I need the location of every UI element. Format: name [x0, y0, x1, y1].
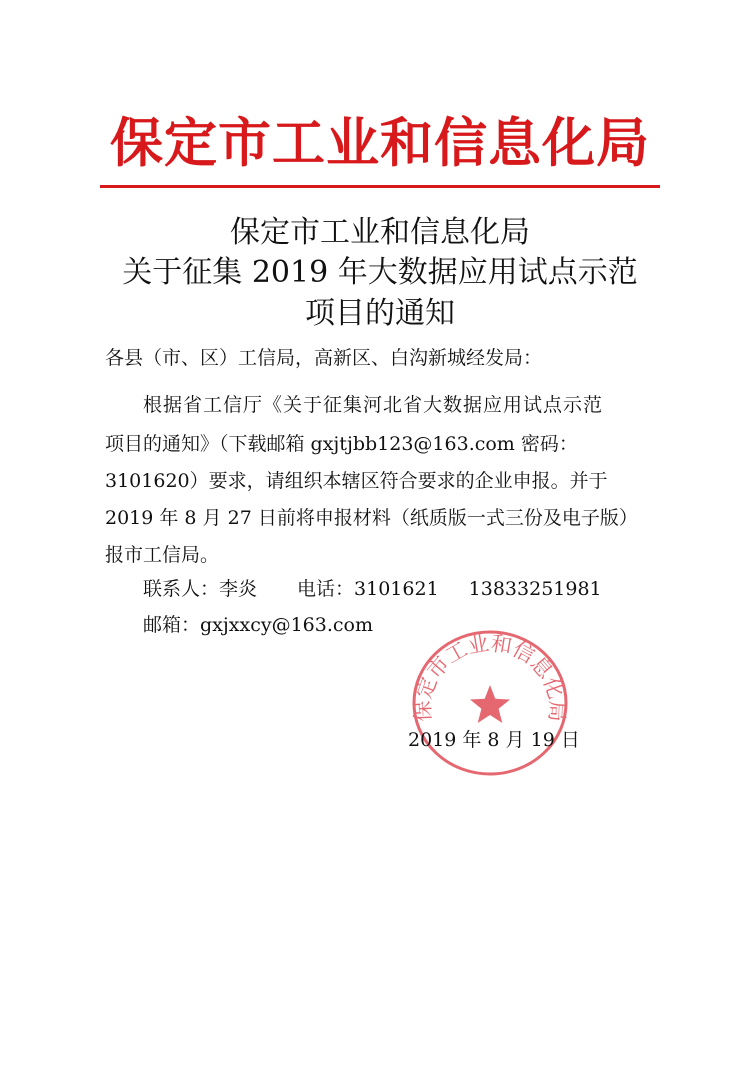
body-line-2: 项目的通知》（下载邮箱 gxjtjbb123@163.com 密码：	[105, 433, 578, 455]
email-line	[143, 612, 373, 638]
document-title-line1: 保定市工业和信息化局	[230, 215, 530, 250]
document-title-line3: 项目的通知	[305, 296, 455, 331]
contact-person-name: 李炎	[219, 578, 258, 600]
document-title-line2: 关于征集 2019 年大数据应用试点示范	[122, 255, 638, 290]
body-line-4: 2019 年 8 月 27 日前将申报材料（纸质版一式三份及电子版）	[105, 507, 638, 529]
contact-line	[143, 576, 602, 602]
contact-phone-2: 13833251981	[468, 578, 602, 600]
letterhead-red-rule	[100, 185, 660, 188]
contact-person-label: 联系人：	[143, 578, 220, 600]
body-line-1: 根据省工信厅《关于征集河北省大数据应用试点示范	[143, 394, 604, 416]
address-line: 各县（市、区）工信局，高新区、白沟新城经发局：	[105, 347, 543, 369]
contact-phone-label: 电话：	[297, 578, 355, 600]
document-date: 2019 年 8 月 19 日	[408, 729, 580, 751]
contact-email-label: 邮箱：	[143, 614, 201, 636]
official-seal	[410, 628, 570, 778]
body-line-3: 3101620）要求，请组织本辖区符合要求的企业申报。并于	[105, 470, 608, 492]
seal-text: 保定市工业和信息化局	[410, 631, 570, 723]
letterhead-title: 保定市工业和信息化局	[110, 113, 650, 174]
star-icon	[470, 685, 510, 723]
contact-email: gxjxxcy@163.com	[200, 614, 373, 636]
contact-phone-1: 3101621	[354, 578, 439, 600]
body-line-5: 报市工信局。	[105, 544, 220, 566]
